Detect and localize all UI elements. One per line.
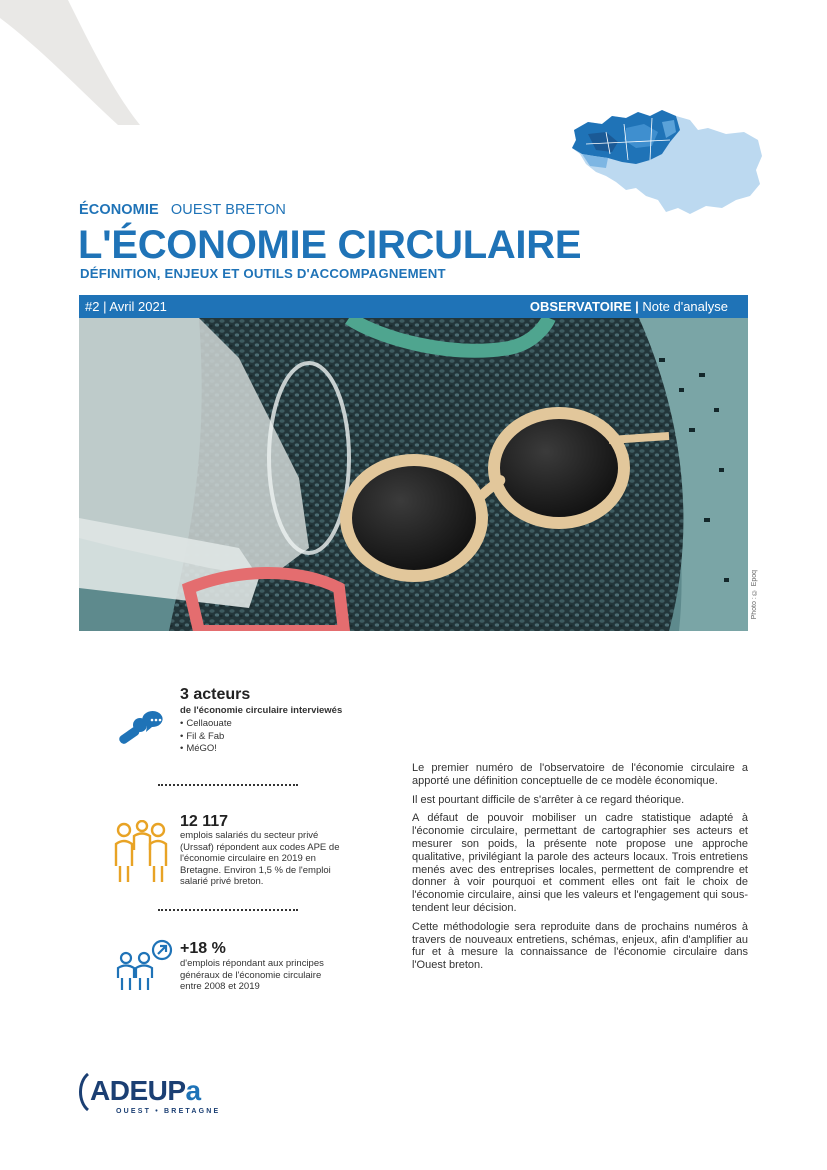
issue-banner: [79, 295, 748, 318]
list-item: • Cellaouate: [180, 718, 232, 731]
logo-word-accent: a: [185, 1075, 201, 1106]
photo-credit: Photo : © Epoq: [751, 570, 758, 620]
series-label: OBSERVATOIRE |: [529, 299, 639, 314]
logo-tagline: OUEST • BRETAGNE: [116, 1108, 221, 1115]
stat-growth: [110, 938, 370, 1008]
stat-actors: [110, 685, 370, 765]
paragraph: Le premier numéro de l'observatoire de l'économie circulaire a apporté une définition conceptuelle de ce modèle économique.: [412, 762, 748, 787]
adeupa-logo: [80, 1075, 230, 1120]
corner-swoosh-decoration: [0, 0, 140, 125]
paragraph: Cette méthodologie sera reproduite dans de prochains numéros à travers de nouveaux entretiens, schémas, enjeux, afin d'amplifier au fur et à mesure la connaissance de l'économie circulaire dans l'Ouest breton.: [412, 920, 748, 972]
paragraph: A défaut de pouvoir mobiliser un cadre statistique adapté à l'économie circulaire, permettant de cartographier ses acteurs et mesurer son poids, la présente note propose une approche qualitative, privilégiant la parole des acteurs locaux. Trois entretiens menés avec des entreprises locales, permettent de comprendre et donner à voir pourquoi et comment elles ont fait le choix de l'économie circulaire, ainsi que les valeurs et l'engagement qui sous-tendent leur décision.: [412, 812, 748, 914]
section-kicker: [79, 202, 286, 218]
list-item: • MéGO!: [180, 743, 232, 756]
intro-text: [412, 762, 748, 978]
microphone-speech-icon: [112, 707, 172, 753]
logo-wordmark: [90, 1075, 201, 1107]
brittany-map: [566, 104, 766, 222]
stat-number: 12 117: [180, 813, 229, 830]
divider: [158, 909, 298, 911]
stat-description: d'emplois répondant aux principes généraux de l'économie circulaire entre 2008 et 2019: [180, 958, 324, 992]
logo-word-main: ADEUP: [90, 1075, 186, 1106]
publication-type: [530, 299, 728, 314]
note-type: Note d'analyse: [642, 299, 728, 314]
list-item: • Fil & Fab: [180, 731, 232, 744]
people-growth-arrow-icon: [114, 938, 176, 994]
stat-number: +18 %: [180, 940, 226, 957]
stat-description: de l'économie circulaire interviewés: [180, 705, 343, 716]
actors-list: [180, 718, 232, 756]
cover-photo-sunglasses: [79, 318, 748, 631]
logo-bracket: [76, 1072, 90, 1112]
paragraph: Il est pourtant difficile de s'arrêter à ce regard théorique.: [412, 793, 685, 806]
people-group-icon: [110, 820, 174, 886]
theme-label: ÉCONOMIE: [79, 202, 159, 218]
issue-number: #2 | Avril 2021: [85, 299, 167, 314]
divider: [158, 784, 298, 786]
stat-jobs: [110, 812, 370, 902]
stat-description: emplois salariés du secteur privé (Urssaf) répondent aux codes APE de l'économie circulaire en 2019 en Bretagne. Environ 1,5 % de l'emploi salarié privé breton.: [180, 830, 340, 887]
page-title: L'ÉCONOMIE CIRCULAIRE: [78, 223, 582, 267]
area-label: OUEST BRETON: [170, 202, 286, 218]
stat-number: 3 acteurs: [180, 686, 251, 703]
page-subtitle: DÉFINITION, ENJEUX ET OUTILS D'ACCOMPAGNEMENT: [80, 266, 446, 281]
